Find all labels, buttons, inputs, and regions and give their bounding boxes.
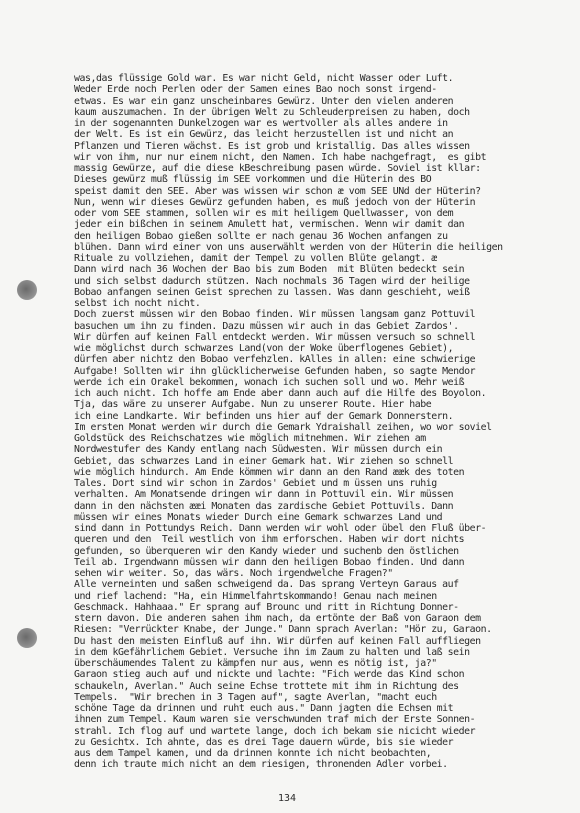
text-line: gefunden, so überqueren wir den Kandy wieder und suchenb den östlichen bbox=[74, 545, 459, 557]
text-line: sehen wir weiter. So, das wärs. Noch irgendwelche Fragen?" bbox=[74, 568, 393, 579]
text-line: etwas. Es war ein ganz unscheinbares Gewürz. Unter den vielen anderen bbox=[74, 95, 454, 107]
text-line: basuchen um ihn zu finden. Dazu müssen wir auch in das Gebiet Zardos'. bbox=[74, 320, 459, 332]
text-line: verhalten. Am Monatsende dringen wir dann in Pottuvil ein. Wir müssen bbox=[74, 489, 454, 501]
text-line: kaum auszumachen. In der übrigen Welt zu Schleuderpreisen zu haben, doch bbox=[74, 106, 470, 118]
text-line: was,das flüssige Gold war. Es war nicht Geld, nicht Wasser oder Luft. bbox=[74, 73, 454, 84]
text-line: müssen wir eines Monats wieder Durch eine Gemark schwarzes Land und bbox=[74, 511, 443, 523]
text-line: Tja, das wäre zu unserer Aufgabe. Nun zu unserer Route. Hier habe bbox=[74, 399, 432, 411]
text-line: in dem kGefährlichem Gebiet. Versuche ihn im Zaum zu halten und laß sein bbox=[74, 646, 470, 658]
text-line: Bobao anfangen seinen Geist sprechen zu lassen. Was dann geschieht, weiß bbox=[74, 286, 470, 298]
typewritten-text bbox=[74, 73, 574, 771]
text-line: Garaon stieg auch auf und nickte und lachte: "Fich werde das Kind schon bbox=[74, 669, 465, 681]
text-line: der Welt. Es ist ein Gewürz, das leicht herzustellen ist und nicht an bbox=[74, 129, 454, 141]
text-line: Nun, wenn wir dieses Gewürz gefunden haben, es muß jedoch von der Hüterin bbox=[74, 196, 476, 208]
text-line: wir von ihm, nur nur einem nicht, den Namen. Ich habe nachgefragt, es gibt bbox=[74, 151, 487, 163]
text-line: jeder ein bißchen in seinem Amulett hat, vermischen. Wenn wir damit dan bbox=[74, 219, 465, 231]
text-line: Dieses gewürz muß flüssig im SEE vorkommen und die Hüterin des BO bbox=[74, 174, 432, 186]
text-line: werde ich ein Orakel bekommen, wonach ich suchen soll und wo. Mehr weiß bbox=[74, 376, 465, 388]
text-line: Dann wird nach 36 Wochen der Bao bis zum Boden mit Blüten bedeckt sein bbox=[74, 264, 465, 276]
text-line: Riesen: "Verrückter Knabe, der Junge." Dann sprach Averlan: "Hör zu, Garaon. bbox=[74, 624, 492, 636]
text-line: Tales. Dort sind wir schon in Zardos' Gebiet und m üssen uns ruhig bbox=[74, 478, 437, 489]
text-line: denn ich traute mich nicht an dem riesigen, thronenden Adler vorbei. bbox=[74, 759, 448, 771]
text-line: sind dann in Pottundys Reich. Dann werden wir wohl oder übel den Fluß über- bbox=[74, 523, 487, 534]
text-line: speist damit den SEE. Aber was wissen wir schon æ vom SEE UNd der Hüterin? bbox=[74, 185, 481, 197]
page-number: 134 bbox=[278, 793, 297, 804]
text-line: in der sogenannten Dunkelzogen war es wertvoller als alles andere in bbox=[74, 118, 448, 129]
text-line: schöne Tage da drinnen und ruht euch aus." Dann jagten die Echsen mit bbox=[74, 703, 454, 714]
text-line: Tempels. "Wir brechen in 3 Tagen auf", sagte Averlan, "macht euch bbox=[74, 691, 437, 703]
text-line: schaukeln, Averlan." Auch seine Echse trottete mit ihm in Richtung des bbox=[74, 680, 459, 692]
text-line: strahl. Ich flog auf und wartete lange, doch ich bekam sie nicicht wieder bbox=[74, 725, 476, 737]
text-line: massig Gewürze, auf die diese kBeschreibung pasen würde. Soviel ist kllar: bbox=[74, 163, 481, 174]
text-line: Aufgabe! Sollten wir ihn glücklicherweise Gefunden haben, so sagte Mendor bbox=[74, 365, 476, 377]
text-line: wie möglich hindurch. Am Ende kömmen wir dann an den Rand ææk des toten bbox=[74, 466, 465, 478]
text-line: Rituale zu vollziehen, damit der Tempel zu vollen Blüte gelangt. æ bbox=[74, 253, 437, 264]
text-line: Du hast den meisten Einfluß auf ihn. Wir dürfen auf keinen Fall auffliegen bbox=[74, 635, 481, 647]
punch-hole bbox=[17, 628, 37, 648]
text-line: und sich selbst dadurch stützen. Nach nochmals 36 Tagen wird der heilige bbox=[74, 275, 470, 287]
text-line: ich auch nicht. Ich hoffe am Ende aber dann auch auf die Hilfe des Boyolon. bbox=[74, 388, 487, 399]
text-line: den heiligen Bobao gießen sollte er nach genau 36 Wochen anfangen zu bbox=[74, 230, 448, 242]
text-line: Gebiet, das schwarzes Land in einer Gemark hat. Wir ziehen so schnell bbox=[74, 455, 454, 467]
text-line: zu Gesichtx. Ich ahnte, das es drei Tage dauern würde, bis sie wieder bbox=[74, 736, 454, 748]
text-line: Teil ab. Irgendwann müssen wir dann den heiligen Bobao finden. Und dann bbox=[74, 556, 465, 568]
text-line: blühen. Dann wird einer von uns auserwählt werden von der Hüterin die heiligen bbox=[74, 241, 503, 253]
text-line: queren und den Teil westlich von ihm erforschen. Haben wir dort nichts bbox=[74, 534, 465, 546]
text-line: Geschmack. Hahhaaa." Er sprang auf Brounc und ritt in Richtung Donner- bbox=[74, 601, 459, 613]
text-line: dann in den nächsten ææi Monaten das zardische Gebiet Pottuvils. Dann bbox=[74, 500, 454, 512]
text-line: Wir dürfen auf keinen Fall entdeckt werden. Wir müssen versuch so schnell bbox=[74, 331, 476, 343]
text-line: aus dem Tampel kamen, und da drinnen konnte ich nicht beobachten, bbox=[74, 748, 432, 759]
text-line: und rief lachend: "Ha, ein Himmelfahrtskommando! Genau nach meinen bbox=[74, 590, 437, 602]
text-line: selbst ich nocht nicht. bbox=[74, 298, 201, 309]
text-line: ihnen zum Tempel. Kaum waren sie verschwunden traf mich der Erste Sonnen- bbox=[74, 714, 476, 726]
text-line: oder vom SEE stammen, sollen wir es mit heiligem Quellwasser, von dem bbox=[74, 208, 454, 219]
text-line: dürfen aber nichtz den Bobao verfehzlen. kAlles in allen: eine schwierige bbox=[74, 354, 476, 366]
punch-hole bbox=[17, 280, 37, 300]
text-line: überschäumendes Talent zu kämpfen nur aus, wenn es nötig ist, ja?" bbox=[74, 658, 437, 669]
text-line: stern davon. Die anderen sahen ihm nach, da ertönte der Baß von Garaon dem bbox=[74, 613, 481, 624]
text-line: Goldstück des Reichschatzes wie möglich mitnehmen. Wir ziehen am bbox=[74, 433, 426, 444]
text-line: wie möglichst durch schwarzes Land(von der Woke überflogenes Gebiet), bbox=[74, 343, 454, 354]
text-line: Pflanzen und Tieren wächst. Es ist grob und kristallig. Das alles wissen bbox=[74, 140, 470, 152]
text-line: Doch zuerst müssen wir den Bobao finden. Wir müssen langsam ganz Pottuvil bbox=[74, 309, 476, 321]
text-line: Weder Erde noch Perlen oder der Samen eines Bao noch sonst irgend- bbox=[74, 84, 437, 96]
text-line: Im ersten Monat werden wir durch die Gemark Ydraishall zeihen, wo wor soviel bbox=[74, 421, 492, 433]
text-line: Nordwestufer des Kandy entlang nach Südwesten. Wir müssen durch ein bbox=[74, 444, 443, 456]
text-line: Alle verneinten und saßen schweigend da. Das sprang Verteyn Garaus auf bbox=[74, 579, 459, 591]
text-line: ich eine Landkarte. Wir befinden uns hier auf der Gemark Donnerstern. bbox=[74, 410, 454, 422]
